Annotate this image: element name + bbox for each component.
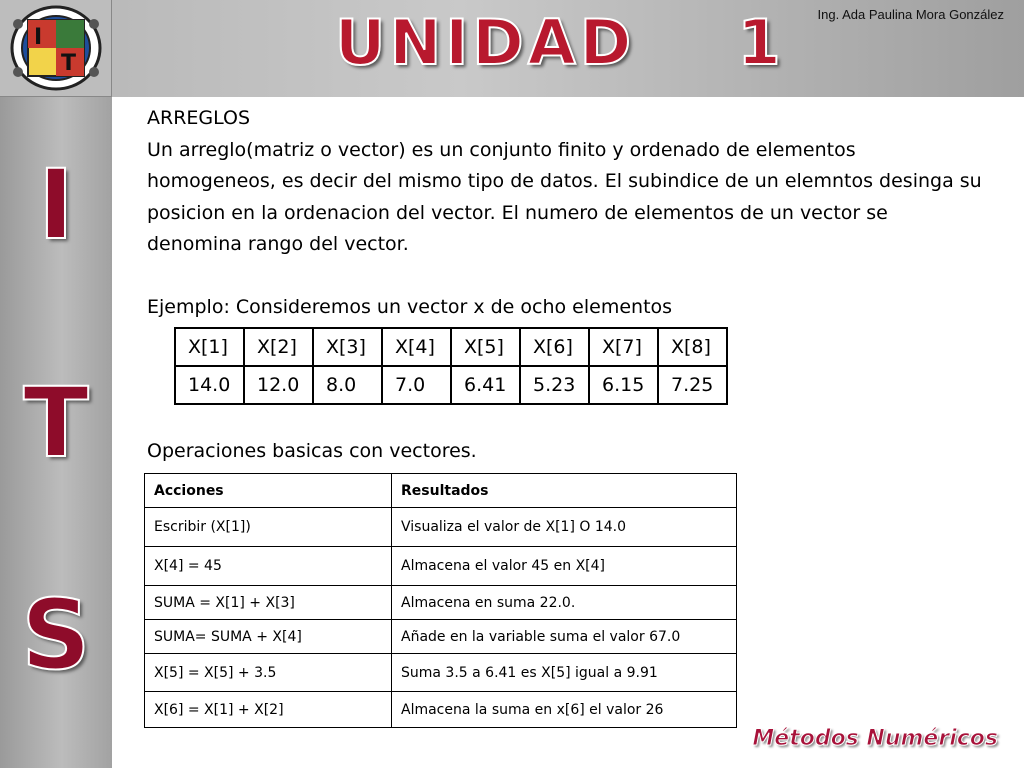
table-cell: Almacena el valor 45 en X[4] xyxy=(392,547,737,586)
table-cell: 14.0 xyxy=(175,366,244,404)
table-cell: 8.0 xyxy=(313,366,382,404)
footer-course-title: Métodos Numéricos xyxy=(752,726,998,751)
table-cell: 6.15 xyxy=(589,366,658,404)
table-header-cell: X[8] xyxy=(658,328,727,366)
table-cell: SUMA= SUMA + X[4] xyxy=(145,620,392,654)
table-cell: 12.0 xyxy=(244,366,313,404)
table-cell: 7.0 xyxy=(382,366,451,404)
table-cell: Añade en la variable suma el valor 67.0 xyxy=(392,620,737,654)
table-cell: 6.41 xyxy=(451,366,520,404)
operations-table xyxy=(144,473,737,728)
table-cell: Visualiza el valor de X[1] O 14.0 xyxy=(392,508,737,547)
page-title: UNIDAD 1 xyxy=(335,6,785,79)
table-cell: 7.25 xyxy=(658,366,727,404)
table-row xyxy=(145,692,737,728)
table-row xyxy=(145,508,737,547)
table-row xyxy=(175,366,727,404)
table-header-cell: Resultados xyxy=(392,474,737,508)
table-cell: X[4] = 45 xyxy=(145,547,392,586)
institute-seal-icon xyxy=(8,4,104,92)
table-row xyxy=(145,586,737,620)
table-header-cell: X[4] xyxy=(382,328,451,366)
sidebar-letter-i: I xyxy=(38,149,74,261)
table-cell: 5.23 xyxy=(520,366,589,404)
table-cell: X[5] = X[5] + 3.5 xyxy=(145,654,392,692)
table-row xyxy=(145,547,737,586)
sidebar xyxy=(0,97,112,768)
table-cell: X[6] = X[1] + X[2] xyxy=(145,692,392,728)
table-cell: Almacena en suma 22.0. xyxy=(392,586,737,620)
table-header-cell: Acciones xyxy=(145,474,392,508)
header-band xyxy=(0,0,1024,97)
logo-letter-t: T xyxy=(61,51,77,76)
content-body xyxy=(147,103,987,323)
table-row xyxy=(145,654,737,692)
table-row xyxy=(145,620,737,654)
example-text: Ejemplo: Consideremos un vector x de ocho elementos xyxy=(147,295,673,318)
table-row xyxy=(175,328,727,366)
definition-paragraph: Un arreglo(matriz o vector) es un conjunto finito y ordenado de elementos homogeneos, es decir del mismo tipo de datos. El subindice de un elemntos desinga su posicion en la ordenacion del vector. El numero de elementos de un vector se denomina rango del vector. xyxy=(147,138,982,255)
logo-letter-i: I xyxy=(34,25,43,50)
vector-table xyxy=(174,327,728,405)
table-header-cell: X[5] xyxy=(451,328,520,366)
sidebar-letter-t: T xyxy=(23,367,89,479)
table-header-cell: X[1] xyxy=(175,328,244,366)
logo-box xyxy=(0,0,112,97)
table-row xyxy=(145,474,737,508)
table-header-cell: X[2] xyxy=(244,328,313,366)
table-cell: Suma 3.5 a 6.41 es X[5] igual a 9.91 xyxy=(392,654,737,692)
table-cell: Escribir (X[1]) xyxy=(145,508,392,547)
table-header-cell: X[6] xyxy=(520,328,589,366)
sidebar-letter-s: S xyxy=(21,579,91,691)
operations-title: Operaciones basicas con vectores. xyxy=(147,440,477,462)
table-header-cell: X[7] xyxy=(589,328,658,366)
table-cell: SUMA = X[1] + X[3] xyxy=(145,586,392,620)
section-heading: ARREGLOS xyxy=(147,107,251,129)
table-cell: Almacena la suma en x[6] el valor 26 xyxy=(392,692,737,728)
author-name: Ing. Ada Paulina Mora González xyxy=(817,7,1004,22)
table-header-cell: X[3] xyxy=(313,328,382,366)
